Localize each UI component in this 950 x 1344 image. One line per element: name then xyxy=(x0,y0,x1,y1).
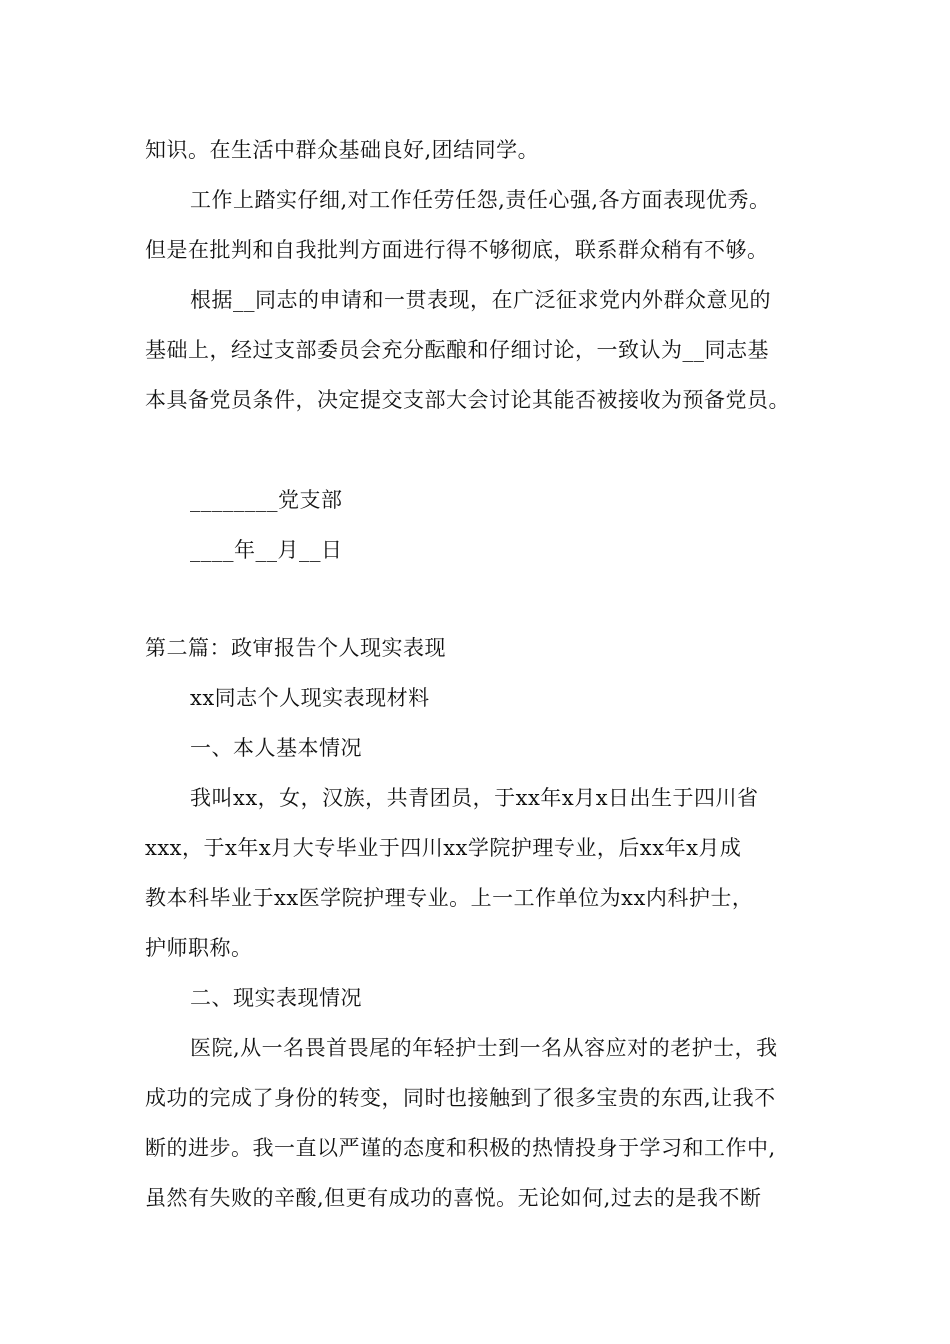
paragraph-line: 本具备党员条件，决定提交支部大会讨论其能否被接收为预备党员。 xyxy=(145,388,790,412)
paragraph-line: 断的进步。我一直以严谨的态度和积极的热情投身于学习和工作中, xyxy=(145,1136,776,1160)
paragraph-line: 根据__同志的申请和一贯表现，在广泛征求党内外群众意见的 xyxy=(190,288,771,312)
section-title: 第二篇：政审报告个人现实表现 xyxy=(145,636,446,660)
paragraph-line: 医院,从一名畏首畏尾的年轻护士到一名从容应对的老护士，我 xyxy=(190,1036,778,1060)
signature-date: ____年__月__日 xyxy=(190,538,343,562)
paragraph-line: 知识。在生活中群众基础良好,团结同学。 xyxy=(145,138,540,162)
document-subtitle: xx同志个人现实表现材料 xyxy=(190,686,430,710)
paragraph-line: 成功的完成了身份的转变，同时也接触到了很多宝贵的东西,让我不 xyxy=(145,1086,776,1110)
paragraph-line: 但是在批判和自我批判方面进行得不够彻底，联系群众稍有不够。 xyxy=(145,238,769,262)
paragraph-line: 教本科毕业于xx医学院护理专业。上一工作单位为xx内科护士， xyxy=(145,886,754,910)
paragraph-line: 虽然有失败的辛酸,但更有成功的喜悦。无论如何,过去的是我不断 xyxy=(145,1186,762,1210)
section-heading: 二、现实表现情况 xyxy=(190,986,362,1010)
section-heading: 一、本人基本情况 xyxy=(190,736,362,760)
paragraph-line: 我叫xx，女，汉族，共青团员，于xx年x月x日出生于四川省 xyxy=(190,786,759,810)
paragraph-line: 基础上，经过支部委员会充分酝酿和仔细讨论，一致认为__同志基 xyxy=(145,338,769,362)
signature-branch: ________党支部 xyxy=(190,488,343,512)
paragraph-line: 工作上踏实仔细,对工作任劳任怨,责任心强,各方面表现优秀。 xyxy=(190,188,771,212)
paragraph-line: 护师职称。 xyxy=(145,936,253,960)
paragraph-line: xxx，于x年x月大专毕业于四川xx学院护理专业，后xx年x月成 xyxy=(145,836,742,860)
